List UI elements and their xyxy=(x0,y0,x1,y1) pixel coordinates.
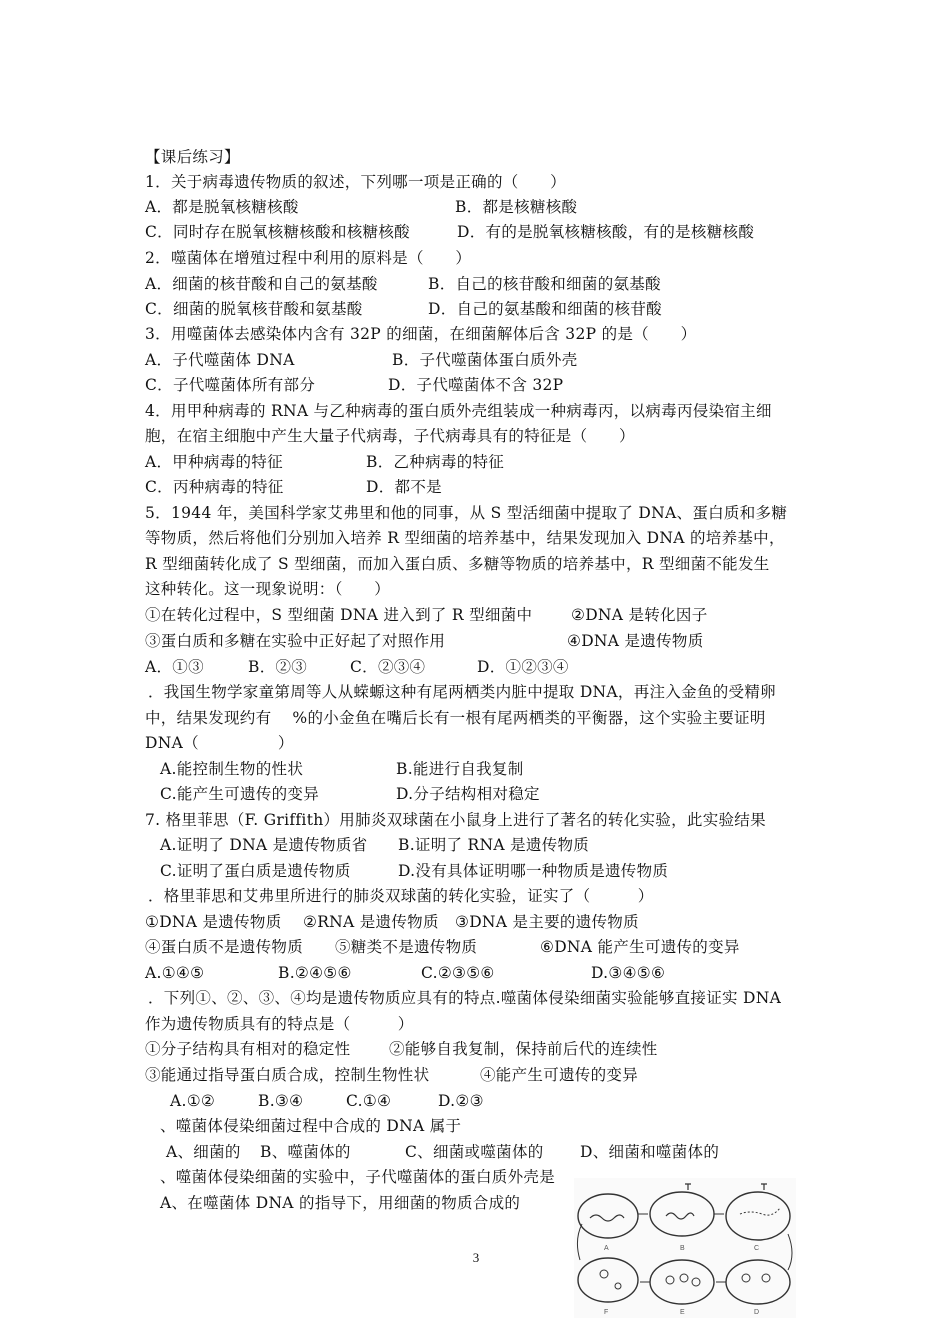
q4-option-d: D．都不是 xyxy=(366,478,442,496)
q9-option-b: B.③④ xyxy=(258,1092,304,1110)
q1-option-a: A．都是脱氧核糖核酸 xyxy=(145,198,299,216)
label-e: E xyxy=(680,1309,685,1316)
q9-statement-4: ④能产生可遗传的变异 xyxy=(480,1066,639,1084)
q5-stem-line-1: 5．1944 年，美国科学家艾弗里和他的同事，从 S 型活细菌中提取了 DNA、蛋白质和多糖 xyxy=(145,504,788,522)
q10-option-d: D、细菌和噬菌体的 xyxy=(580,1143,720,1161)
q2-option-c: C．细菌的脱氧核苷酸和氨基酸 xyxy=(145,300,363,318)
q8-statement-3: ③DNA 是主要的遗传物质 xyxy=(455,913,639,931)
label-b: B xyxy=(680,1245,685,1252)
q8-option-d: D.③④⑤⑥ xyxy=(591,964,666,982)
q5-statement-2: ②DNA 是转化因子 xyxy=(571,606,708,624)
q7-option-a: A.证明了 DNA 是遗传物质省 xyxy=(160,836,368,854)
label-a: A xyxy=(604,1245,609,1252)
q6-stem-line-3: DNA（ ） xyxy=(145,734,294,752)
q4-option-a: A．甲种病毒的特征 xyxy=(145,453,283,471)
q1-option-d: D．有的是脱氧核糖核酸，有的是核糖核酸 xyxy=(457,223,755,241)
q8-statement-4: ④蛋白质不是遗传物质 xyxy=(145,938,304,956)
q9-statement-1: ①分子结构具有相对的稳定性 xyxy=(145,1040,351,1058)
q6-stem-line-2: 中，结果发现约有 %的小金鱼在嘴后长有一根有尾两栖类的平衡器，这个实验主要证明 xyxy=(145,709,766,727)
q4-option-c: C．丙种病毒的特征 xyxy=(145,478,284,496)
q3-option-c: C．子代噬菌体所有部分 xyxy=(145,376,316,394)
q1-option-b: B．都是核糖核酸 xyxy=(455,198,578,216)
q5-option-b: B．②③ xyxy=(248,658,308,676)
q6-option-d: D.分子结构相对稳定 xyxy=(396,785,540,803)
q11-option-a: A、在噬菌体 DNA 的指导下，用细菌的物质合成的 xyxy=(160,1194,521,1212)
q5-stem-line-4: 这种转化。这一现象说明：（ ） xyxy=(145,580,391,598)
q8-statement-5: ⑤糖类不是遗传物质 xyxy=(335,938,478,956)
q7-option-d: D.没有具体证明哪一种物质是遗传物质 xyxy=(398,862,669,880)
q8-option-b: B.②④⑤⑥ xyxy=(278,964,352,982)
q10-stem: 、噬菌体侵染细菌过程中合成的 DNA 属于 xyxy=(160,1117,462,1135)
q8-option-a: A.①④⑤ xyxy=(145,964,205,982)
q9-option-a: A.①② xyxy=(170,1092,216,1110)
section-title: 【课后练习】 xyxy=(145,148,240,166)
q5-statement-4: ④DNA 是遗传物质 xyxy=(567,632,704,650)
q8-stem: ．格里菲思和艾弗里所进行的肺炎双球菌的转化实验，证实了（ ） xyxy=(148,887,654,905)
q8-option-c: C.②③⑤⑥ xyxy=(421,964,495,982)
q5-option-d: D．①②③④ xyxy=(477,658,569,676)
q5-statement-3: ③蛋白质和多糖在实验中正好起了对照作用 xyxy=(145,632,446,650)
q5-statement-1: ①在转化过程中，S 型细菌 DNA 进入到了 R 型细菌中 xyxy=(145,606,533,624)
q5-option-a: A．①③ xyxy=(145,658,204,676)
q4-option-b: B．乙种病毒的特征 xyxy=(366,453,505,471)
q9-statement-3: ③能通过指导蛋白质合成，控制生物性状 xyxy=(145,1066,430,1084)
q2-option-d: D．自己的氨基酸和细菌的核苷酸 xyxy=(428,300,662,318)
q7-option-b: B.证明了 RNA 是遗传物质 xyxy=(398,836,590,854)
q6-stem-line-1: ．我国生物学家童第周等人从蝾螈这种有尾两栖类内脏中提取 DNA，再注入金鱼的受精卵 xyxy=(148,683,776,701)
q2-stem: 2．噬菌体在增殖过程中利用的原料是（ ） xyxy=(145,249,472,267)
q5-option-c: C．②③④ xyxy=(350,658,426,676)
q2-option-a: A．细菌的核苷酸和自己的氨基酸 xyxy=(145,275,378,293)
q5-stem-line-2: 等物质，然后将他们分别加入培养 R 型细菌的培养基中，结果发现加入 DNA 的培养基中， xyxy=(145,529,785,547)
q8-statement-1: ①DNA 是遗传物质 xyxy=(145,913,282,931)
label-d: D xyxy=(754,1309,760,1316)
q2-option-b: B．自己的核苷酸和细菌的氨基酸 xyxy=(428,275,661,293)
q4-stem-line-1: 4．用甲种病毒的 RNA 与乙种病毒的蛋白质外壳组装成一种病毒丙，以病毒丙侵染宿主细 xyxy=(145,402,772,420)
q3-stem: 3．用噬菌体去感染体内含有 32P 的细菌，在细菌解体后含 32P 的是（ ） xyxy=(145,325,697,343)
q3-option-a: A．子代噬菌体 DNA xyxy=(145,351,295,369)
q3-option-d: D．子代噬菌体不含 32P xyxy=(388,376,564,394)
q9-option-d: D.②③ xyxy=(438,1092,484,1110)
page-number: 3 xyxy=(472,1250,480,1265)
q9-stem-line-1: ．下列①、②、③、④均是遗传物质应具有的特点.噬菌体侵染细菌实验能够直接证实 DNA xyxy=(148,989,782,1007)
q9-stem-line-2: 作为遗传物质具有的特点是（ ） xyxy=(145,1015,414,1033)
q10-option-c: C、细菌或噬菌体的 xyxy=(405,1143,544,1161)
q9-statement-2: ②能够自我复制，保持前后代的连续性 xyxy=(389,1040,658,1058)
q9-option-c: C.①④ xyxy=(346,1092,392,1110)
q6-option-a: A.能控制生物的性状 xyxy=(160,760,304,778)
q7-stem: 7. 格里菲思（F. Griffith）用肺炎双球菌在小鼠身上进行了著名的转化实验，此实验结果 xyxy=(145,811,766,829)
q6-option-b: B.能进行自我复制 xyxy=(396,760,524,778)
q7-option-c: C.证明了蛋白质是遗传物质 xyxy=(160,862,351,880)
q8-statement-6: ⑥DNA 能产生可遗传的变异 xyxy=(540,938,740,956)
q5-stem-line-3: R 型细菌转化成了 S 型细菌，而加入蛋白质、多糖等物质的培养基中，R 型细菌不能发生 xyxy=(145,555,770,573)
q3-option-b: B．子代噬菌体蛋白质外壳 xyxy=(392,351,578,369)
q11-stem: 、噬菌体侵染细菌的实验中，子代噬菌体的蛋白质外壳是 xyxy=(160,1168,556,1186)
q6-option-c: C.能产生可遗传的变异 xyxy=(160,785,320,803)
q10-option-a: A、细菌的 xyxy=(166,1143,241,1161)
q1-stem: 1．关于病毒遗传物质的叙述，下列哪一项是正确的（ ） xyxy=(145,173,566,191)
q8-statement-2: ②RNA 是遗传物质 xyxy=(303,913,439,931)
label-c: C xyxy=(754,1245,760,1252)
q1-option-c: C．同时存在脱氧核糖核酸和核糖核酸 xyxy=(145,223,410,241)
label-f: F xyxy=(604,1309,609,1316)
q10-option-b: B、噬菌体的 xyxy=(260,1143,351,1161)
q4-stem-line-2: 胞，在宿主细胞中产生大量子代病毒，子代病毒具有的特征是（ ） xyxy=(145,427,635,445)
phage-infection-diagram xyxy=(574,1178,796,1318)
